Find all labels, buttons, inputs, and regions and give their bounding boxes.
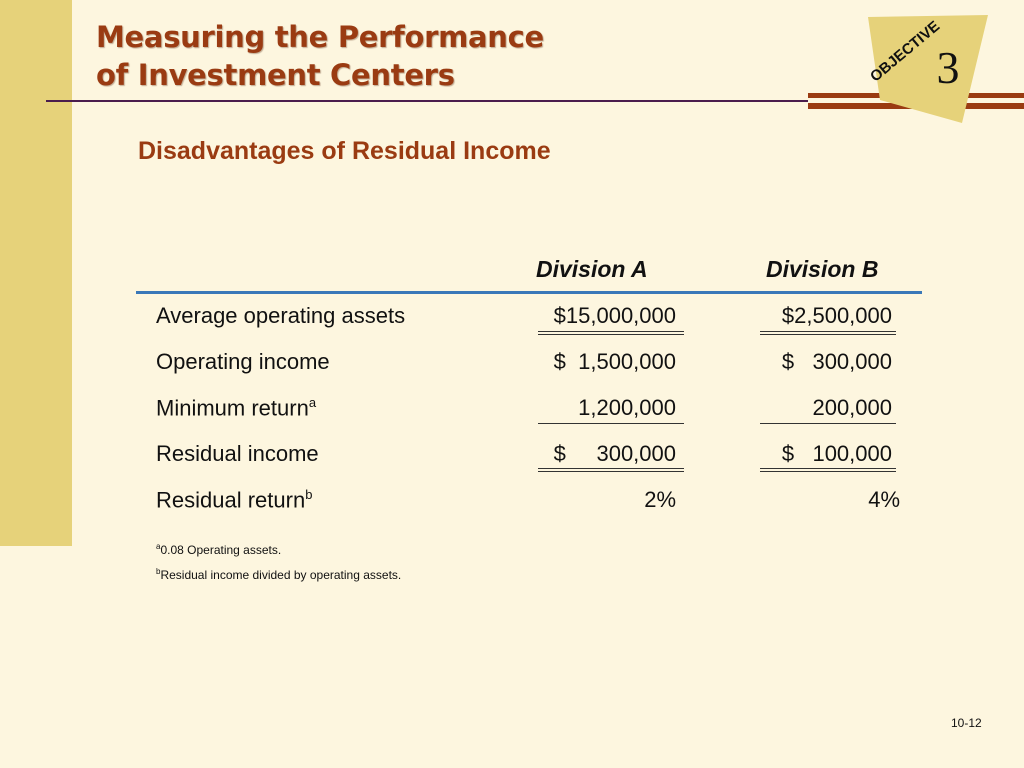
subtotal-line-b [760,423,896,424]
cell-division-a-operating-income: $ 1,500,000 [553,349,676,374]
cell-division-b-minimum-return: 200,000 [812,395,892,420]
column-header-division-a: Division A [536,256,648,282]
footnote-b: $^b$Residual income divided by operating assets. [156,567,402,582]
footnote-mark-b: b [305,487,313,502]
row-label-minimum-return: Minimum return$^a$ [156,395,317,421]
cell-division-b-residual-return: 4% [868,487,900,512]
objective-number: 3 [936,42,960,93]
slide-number: 10-12 [951,716,982,730]
cell-division-a-residual-income: $ 300,000 [553,441,676,466]
objective-label: OBJECTIVE [867,17,944,86]
footnote-a: $^a$0.08 Operating assets. [156,542,282,557]
row-label-average-operating-assets: Average operating assets [156,303,406,328]
slide-subtitle: Disadvantages of Residual Income [138,137,551,165]
row-label-residual-return: Residual return$^b$ [156,487,313,513]
row-label-residual-income: Residual income [156,441,319,466]
double-underline-b-row1 [760,331,896,335]
cell-division-a-residual-return: 2% [644,487,676,512]
slide-title-line-2: of Investment Centers [96,58,455,92]
table-header-rule [136,291,922,294]
objective-badge [850,5,992,125]
double-underline-a-row4 [538,468,684,472]
row-label-operating-income: Operating income [156,349,330,374]
footnote-mark-a: a [308,395,317,410]
title-divider [46,100,808,102]
cell-division-a-average-operating-assets: $15,000,000 [553,303,676,328]
column-header-division-b: Division B [766,256,879,282]
cell-division-a-minimum-return: 1,200,000 [578,395,676,420]
double-underline-a-row1 [538,331,684,335]
double-underline-b-row4 [760,468,896,472]
left-accent-band [0,0,72,546]
subtotal-line-a [538,423,684,424]
slide-title-line-1: Measuring the Performance [96,20,544,54]
cell-division-b-operating-income: $ 300,000 [781,349,892,374]
cell-division-b-residual-income: $ 100,000 [781,441,892,466]
cell-division-b-average-operating-assets: $2,500,000 [781,303,892,328]
